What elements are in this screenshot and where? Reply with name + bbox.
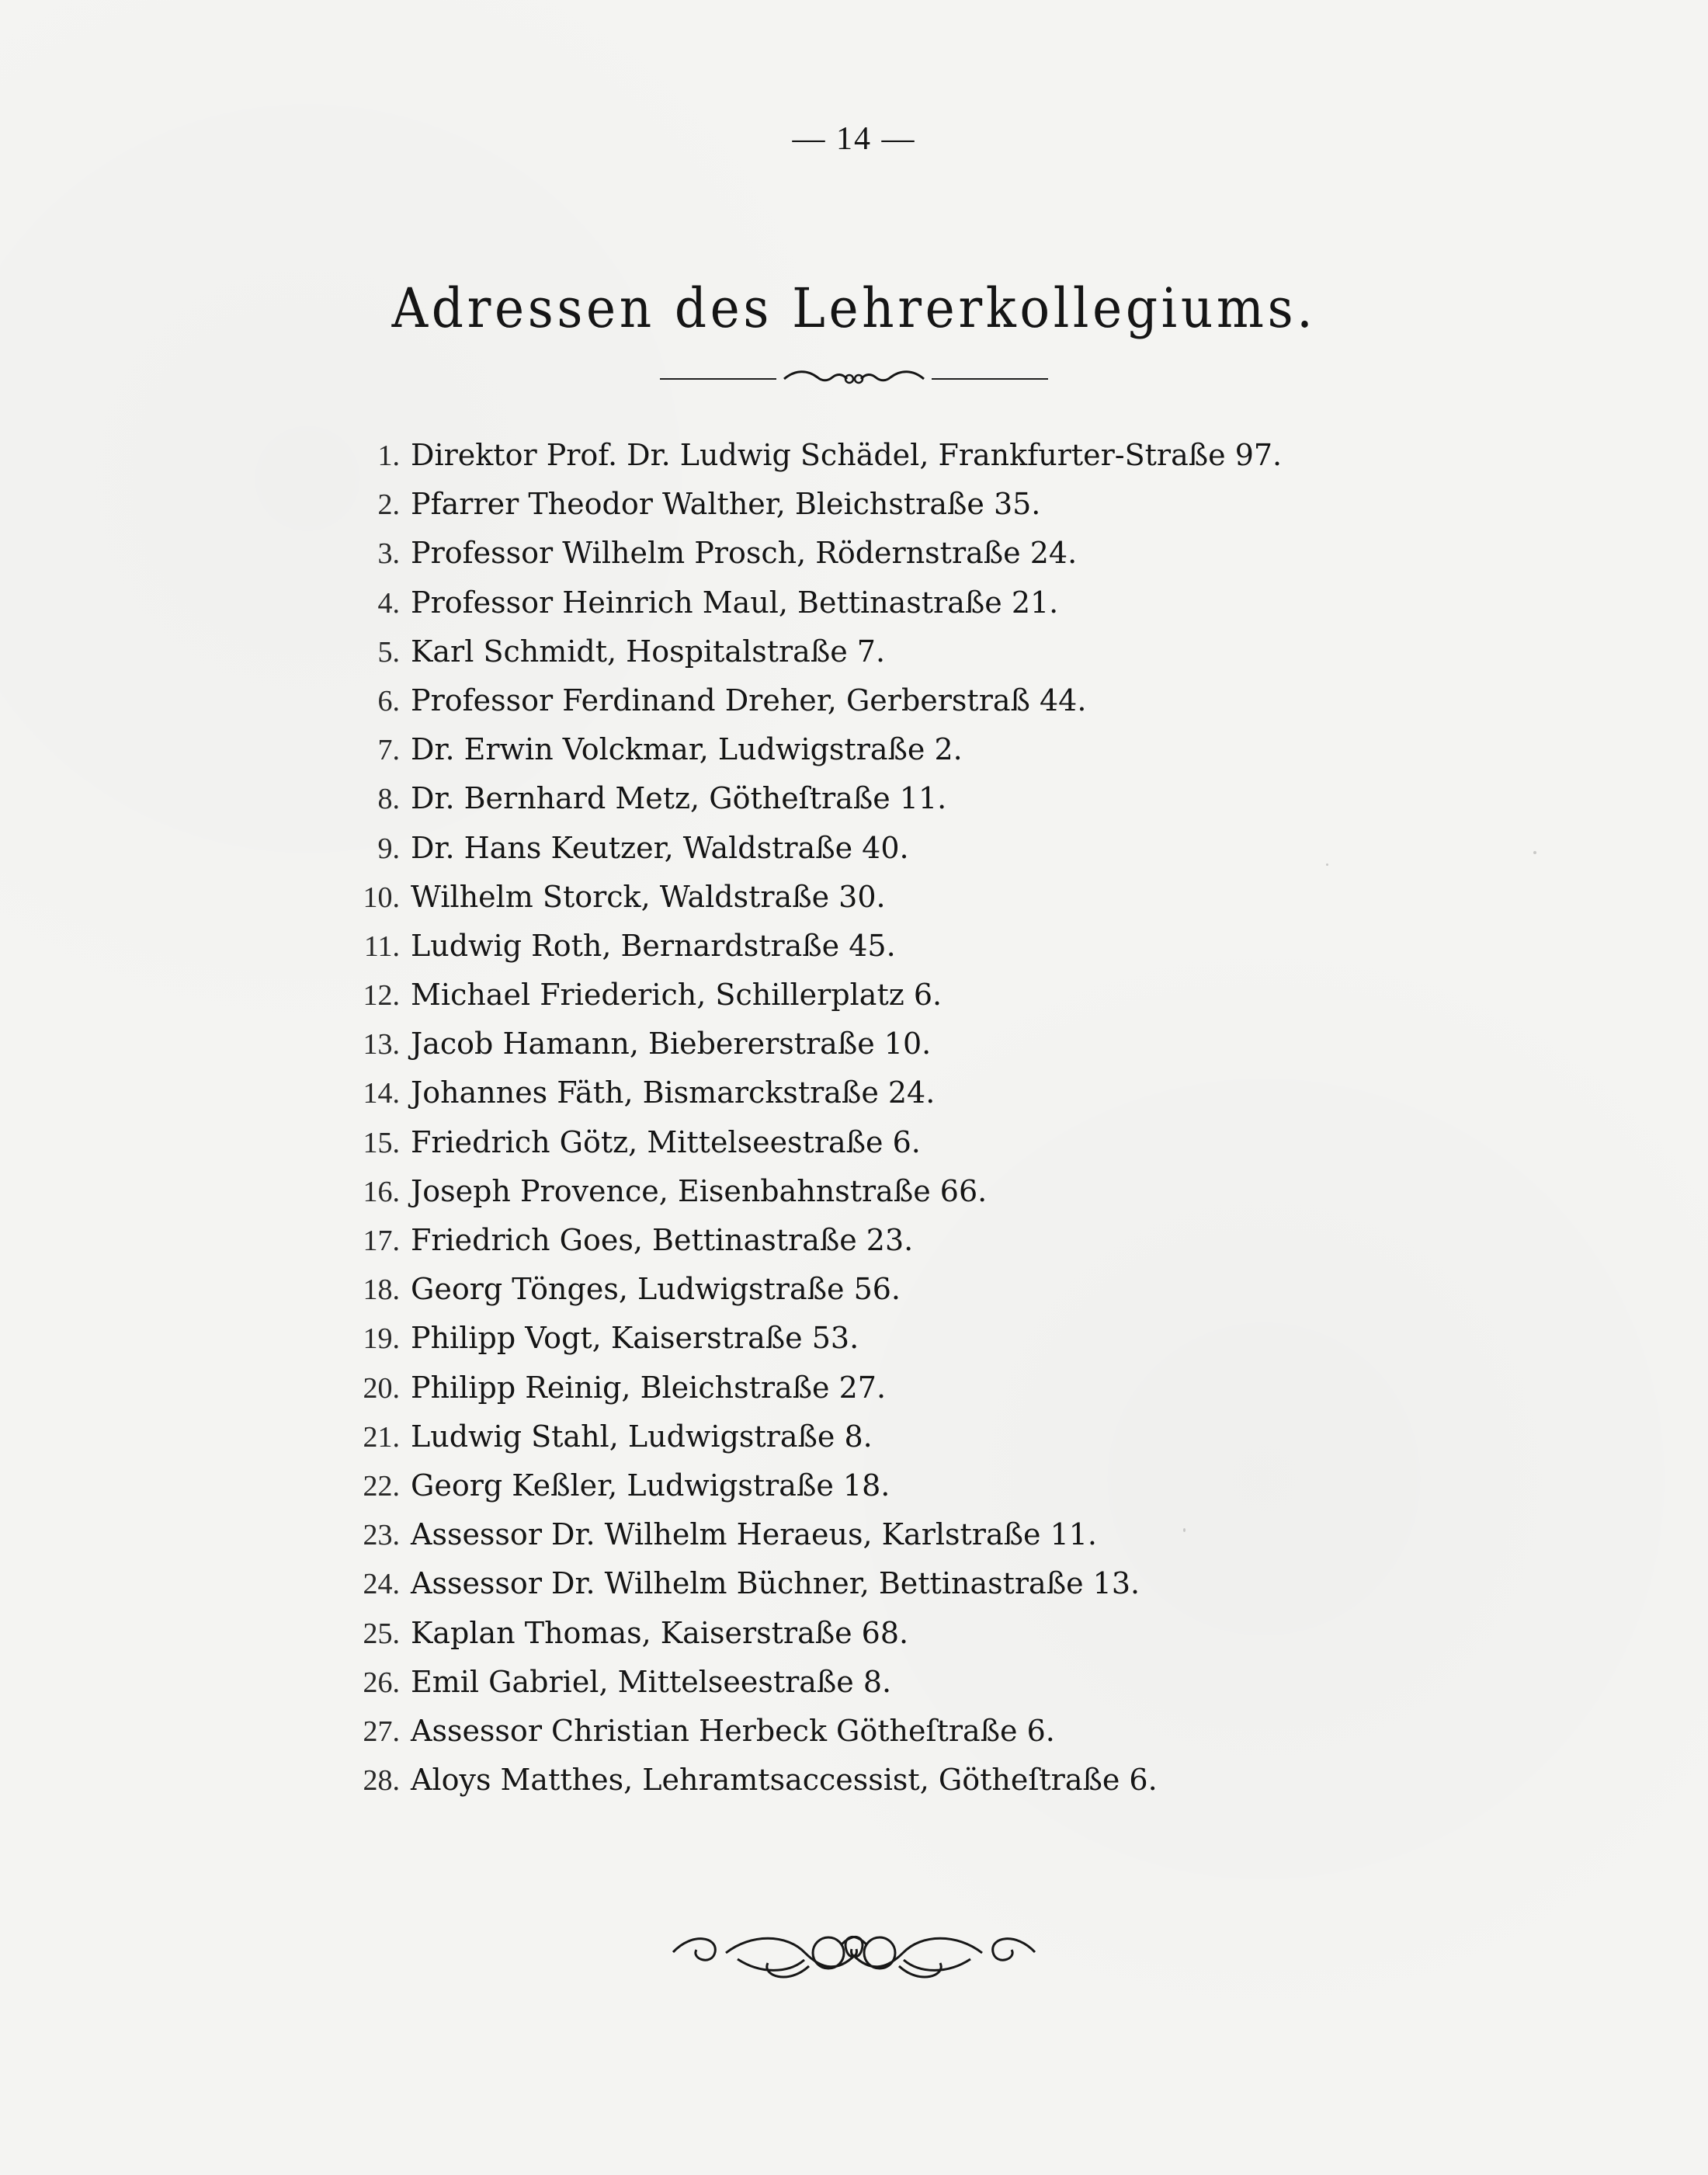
list-item: [342, 1118, 1413, 1167]
list-item: [342, 676, 1413, 725]
list-item: [342, 971, 1413, 1020]
entry-text: Georg Keßler, Ludwigstraße 18.: [411, 1468, 890, 1503]
entry-text: Assessor Christian Herbeck Götheſtraße 6.: [411, 1713, 1055, 1748]
list-number: 18.: [363, 1273, 400, 1307]
list-number: 7.: [377, 734, 400, 767]
page-number: — 14 —: [792, 121, 916, 157]
entry-text: Aloys Matthes, Lehramtsaccessist, Götheſtraße 6.: [411, 1763, 1158, 1798]
entry-text: Pfarrer Theodor Walther, Bleichstraße 35.: [411, 487, 1041, 522]
list-item: [342, 1216, 1413, 1265]
list-number: 4.: [377, 586, 400, 620]
list-item: [342, 578, 1413, 627]
entry-text: Jacob Hamann, Biebererstraße 10.: [411, 1027, 932, 1061]
list-item: [342, 1068, 1413, 1117]
list-item: [342, 1412, 1413, 1461]
list-number: 15.: [363, 1126, 400, 1159]
list-number: 24.: [363, 1568, 400, 1601]
list-number: 2.: [377, 488, 400, 522]
list-number: 23.: [363, 1519, 400, 1552]
entry-text: Friedrich Götz, Mittelseestraße 6.: [411, 1124, 921, 1159]
list-number: 27.: [363, 1715, 400, 1748]
paper-speck: [1533, 851, 1536, 854]
list-number: 5.: [377, 635, 400, 669]
list-item: [342, 1756, 1413, 1805]
entry-text: Professor Wilhelm Prosch, Rödernstraße 24.: [411, 536, 1078, 571]
paper-speck: [1183, 1528, 1186, 1532]
list-number: 13.: [363, 1028, 400, 1061]
entry-text: Professor Ferdinand Dreher, Gerberstraß 44.: [411, 683, 1087, 717]
paper-speck: [1326, 863, 1328, 866]
list-item: [342, 774, 1413, 823]
entry-text: Philipp Reinig, Bleichstraße 27.: [411, 1370, 887, 1405]
scroll-ornament: [664, 1926, 1044, 1989]
list-item: [342, 873, 1413, 922]
teacher-address-list: [342, 431, 1413, 1805]
list-item: [342, 922, 1413, 971]
entry-text: Georg Tönges, Ludwigstraße 56.: [411, 1272, 901, 1307]
list-number: 16.: [363, 1175, 400, 1208]
list-item: [342, 1364, 1413, 1412]
list-number: 1.: [377, 440, 400, 472]
list-item: [342, 480, 1413, 529]
list-item: [342, 1167, 1413, 1216]
list-item: [342, 431, 1413, 480]
list-number: 3.: [377, 537, 400, 571]
list-number: 6.: [377, 684, 400, 717]
list-item: [342, 529, 1413, 578]
list-number: 11.: [363, 929, 400, 963]
list-number: 26.: [363, 1666, 400, 1699]
list-number: 21.: [363, 1420, 400, 1454]
entry-text: Kaplan Thomas, Kaiserstraße 68.: [411, 1615, 909, 1650]
list-number: 17.: [363, 1225, 400, 1257]
list-item: [342, 1609, 1413, 1658]
entry-text: Friedrich Goes, Bettinastraße 23.: [411, 1223, 914, 1257]
entry-text: Joseph Provence, Eisenbahnstraße 66.: [411, 1173, 988, 1208]
list-number: 10.: [363, 881, 400, 914]
list-item: [342, 1658, 1413, 1707]
entry-text: Ludwig Roth, Bernardstraße 45.: [411, 928, 896, 963]
entry-text: Dr. Bernhard Metz, Götheſtraße 11.: [411, 781, 947, 816]
entry-text: Michael Friederich, Schillerplatz 6.: [411, 978, 943, 1013]
list-item: [342, 1510, 1413, 1559]
paper-speck: [868, 1037, 870, 1041]
entry-text: Emil Gabriel, Mittelseestraße 8.: [411, 1664, 892, 1699]
small-divider-ornament: [660, 363, 1048, 394]
list-number: 14.: [363, 1077, 400, 1110]
list-item: [342, 1461, 1413, 1510]
list-number: 25.: [363, 1617, 400, 1650]
list-item: [342, 824, 1413, 873]
list-number: 19.: [363, 1322, 400, 1356]
entry-text: Professor Heinrich Maul, Bettinastraße 21.: [411, 585, 1059, 620]
list-item: [342, 1559, 1413, 1608]
entry-text: Johannes Fäth, Bismarckstraße 24.: [411, 1075, 936, 1110]
entry-text: Assessor Dr. Wilhelm Heraeus, Karlstraße 11.: [411, 1517, 1098, 1552]
list-number: 22.: [363, 1469, 400, 1503]
list-item: [342, 725, 1413, 774]
list-item: [342, 1265, 1413, 1314]
list-number: 9.: [377, 832, 400, 865]
entry-text: Assessor Dr. Wilhelm Büchner, Bettinastraße 13.: [411, 1566, 1140, 1601]
page-title: Adressen des Lehrerkollegiums.: [391, 276, 1317, 340]
list-item: [342, 1020, 1413, 1068]
entry-text: Karl Schmidt, Hospitalstraße 7.: [411, 634, 886, 669]
list-number: 12.: [363, 979, 400, 1013]
entry-text: Philipp Vogt, Kaiserstraße 53.: [411, 1321, 859, 1356]
entry-text: Dr. Erwin Volckmar, Ludwigstraße 2.: [411, 732, 963, 767]
list-item: [342, 1314, 1413, 1363]
entry-text: Ludwig Stahl, Ludwigstraße 8.: [411, 1419, 873, 1454]
list-number: 8.: [377, 783, 400, 816]
entry-text: Wilhelm Storck, Waldstraße 30.: [411, 879, 886, 914]
list-item: [342, 627, 1413, 676]
entry-text: Dr. Hans Keutzer, Waldstraße 40.: [411, 830, 909, 865]
entry-text: Direktor Prof. Dr. Ludwig Schädel, Frankfurter-Straße 97.: [411, 438, 1283, 472]
list-item: [342, 1707, 1413, 1756]
list-number: 28.: [363, 1764, 400, 1798]
list-number: 20.: [363, 1371, 400, 1405]
